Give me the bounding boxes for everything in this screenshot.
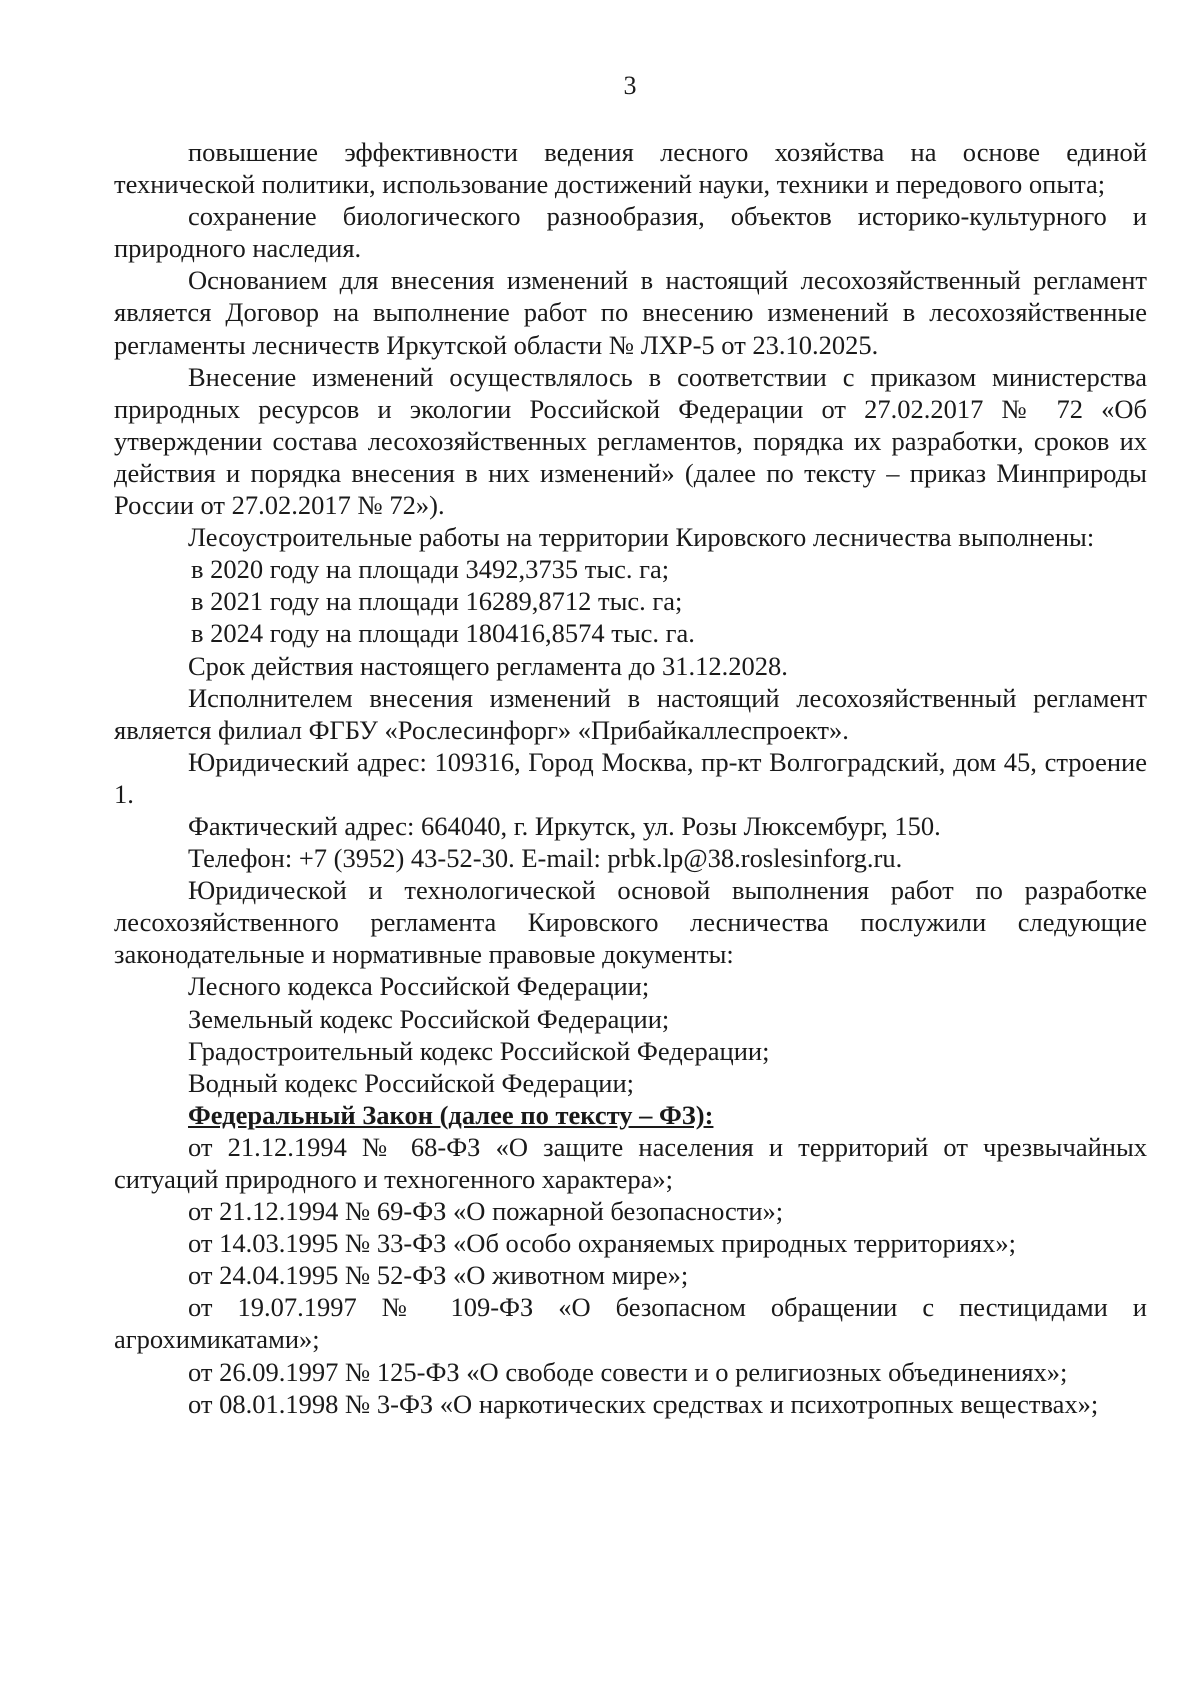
list-item-survey-2021: в 2021 году на площади 16289,8712 тыс. га; — [191, 586, 683, 617]
paragraph-basis-contract: Основанием для внесения изменений в настоящий лесохозяйственный регламент является Договор на выполнение работ по внесению изменений в лесохозяйственные регламенты лесничеств Иркутской области № ЛХР-5 от 23.10.2025. — [114, 265, 1147, 360]
paragraph-ministry-order: Внесение изменений осуществлялось в соответствии с приказом министерства природных ресурсов и экологии Российской Федерации от 27.02.2017 № 72 «Об утверждении состава лесохозяйственных регламентов, порядка их разработки, сроков их действия и порядка внесения в них изменений» (далее по тексту – приказ Минприроды России от 27.02.2017 № 72»). — [114, 361, 1147, 521]
list-item-survey-2024: в 2024 году на площади 180416,8574 тыс. га. — [191, 618, 695, 649]
list-item-water-code: Водный кодекс Российской Федерации; — [188, 1067, 635, 1098]
list-item-law-125: от 26.09.1997 № 125-ФЗ «О свободе совести и о религиозных объединениях»; — [188, 1356, 1068, 1387]
paragraph-goal-biodiversity: сохранение биологического разнообразия, объектов историко-культурного и природного наследия. — [114, 201, 1147, 264]
paragraph-contacts: Телефон: +7 (3952) 43-52-30. E-mail: prbk.lp@38.roslesinforg.ru. — [188, 843, 903, 874]
list-item-law-109: от 19.07.1997 № 109-ФЗ «О безопасном обращении с пестицидами и агрохимикатами»; — [114, 1292, 1147, 1355]
paragraph-legal-address: Юридический адрес: 109316, Город Москва, пр-кт Волгоградский, дом 45, строение 1. — [114, 746, 1147, 809]
list-item-law-33: от 14.03.1995 № 33-ФЗ «Об особо охраняемых природных территориях»; — [188, 1228, 1016, 1259]
list-item-law-69: от 21.12.1994 № 69-ФЗ «О пожарной безопасности»; — [188, 1196, 784, 1227]
list-item-land-code: Земельный кодекс Российской Федерации; — [188, 1003, 670, 1034]
paragraph-executor: Исполнителем внесения изменений в настоящий лесохозяйственный регламент является филиал ФГБУ «Рослесинфорг» «Прибайкаллеспроект». — [114, 682, 1147, 745]
list-item-survey-2020: в 2020 году на площади 3492,3735 тыс. га; — [191, 554, 670, 585]
list-item-law-68: от 21.12.1994 № 68-ФЗ «О защите населения и территорий от чрезвычайных ситуаций природного и техногенного характера»; — [114, 1131, 1147, 1194]
paragraph-validity-period: Срок действия настоящего регламента до 31.12.2028. — [188, 650, 788, 681]
paragraph-forest-survey: Лесоустроительные работы на территории Кировского лесничества выполнены: — [188, 522, 1095, 553]
list-item-law-3: от 08.01.1998 № 3-ФЗ «О наркотических средствах и психотропных веществах»; — [188, 1388, 1099, 1419]
document-body — [114, 136, 1147, 1420]
paragraph-goal-efficiency: повышение эффективности ведения лесного хозяйства на основе единой технической политики, использование достижений науки, техники и передового опыта; — [114, 137, 1147, 200]
paragraph-actual-address: Фактический адрес: 664040, г. Иркутск, ул. Розы Люксембург, 150. — [188, 810, 941, 841]
paragraph-legal-basis: Юридической и технологической основой выполнения работ по разработке лесохозяйственного регламента Кировского лесничества послужили следующие законодательные и нормативные правовые документы: — [114, 875, 1147, 970]
list-item-forest-code: Лесного кодекса Российской Федерации; — [188, 971, 650, 1002]
page-number: 3 — [623, 71, 637, 100]
list-item-urban-code: Градостроительный кодекс Российской Федерации; — [188, 1035, 770, 1066]
section-heading-federal-law: Федеральный Закон (далее по тексту – ФЗ): — [188, 1099, 714, 1130]
list-item-law-52: от 24.04.1995 № 52-ФЗ «О животном мире»; — [188, 1260, 689, 1291]
